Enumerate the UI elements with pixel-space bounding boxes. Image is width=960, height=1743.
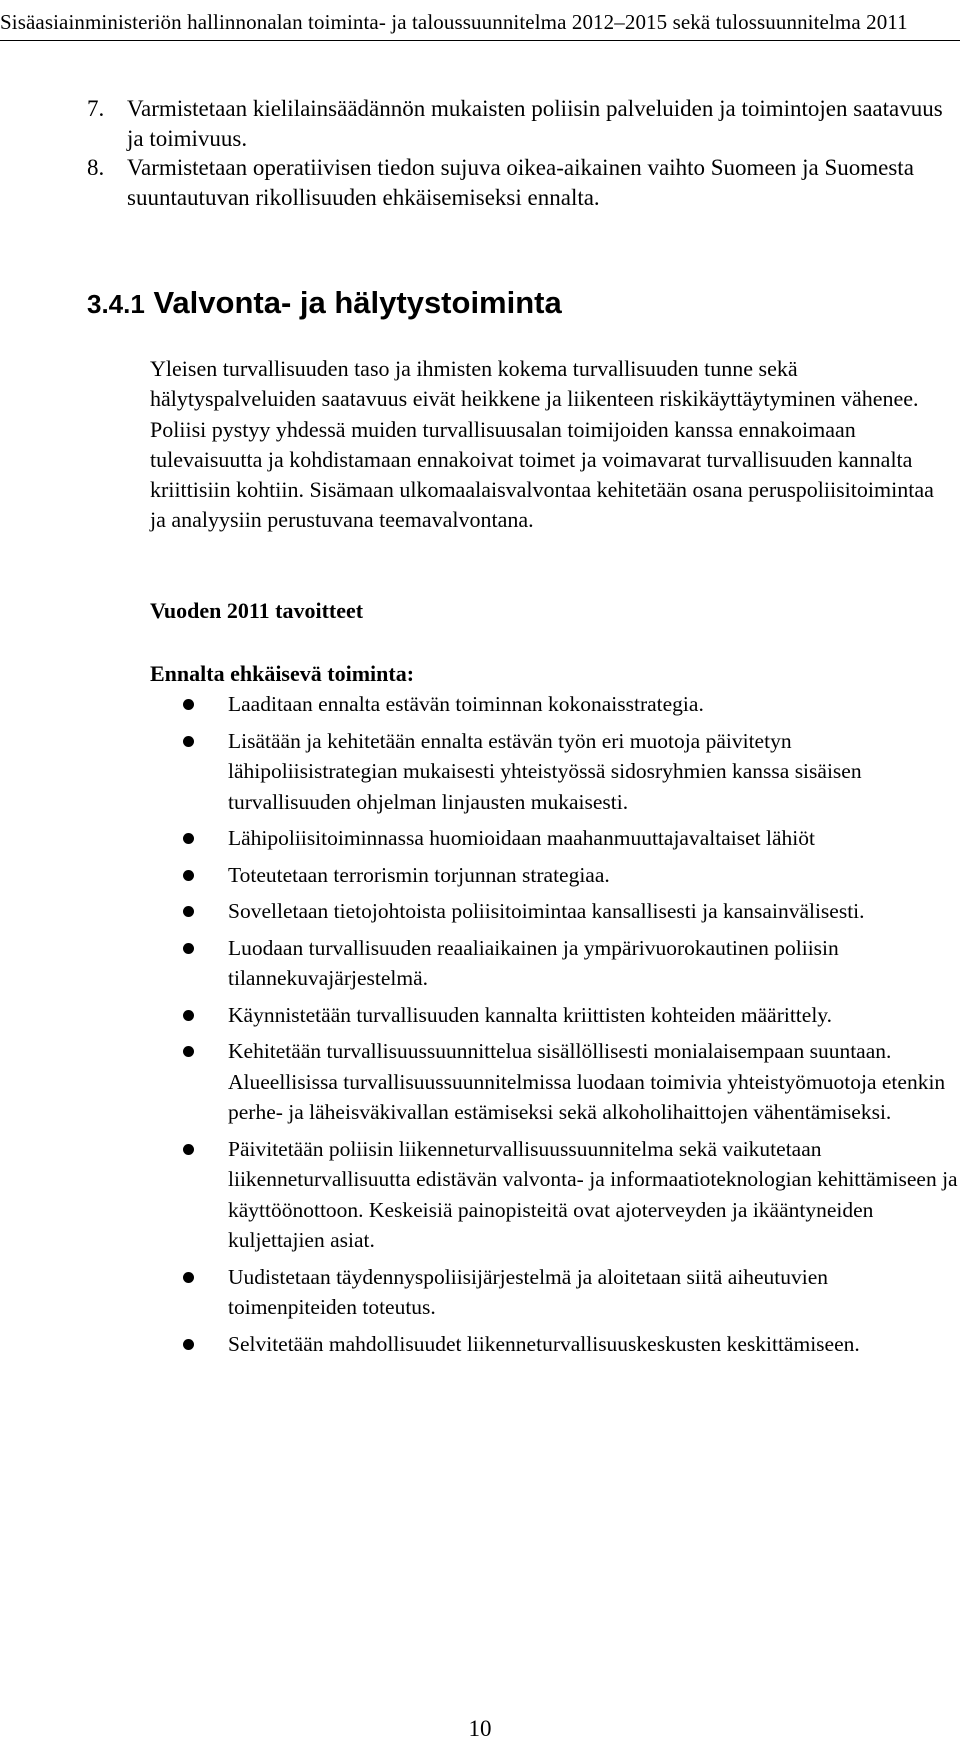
bullet-icon — [183, 699, 194, 710]
bullet-text: Lisätään ja kehitetään ennalta estävän työn eri muotoja päivitetyn lähipoliisistrategian mukaisesti yhteistyössä sidosryhmien kanssa sisäisen turvallisuuden ohjelman linjausten mukaisesti. — [228, 728, 862, 814]
bullet-text: Selvitetään mahdollisuudet liikenneturvallisuuskeskusten keskittämiseen. — [228, 1331, 860, 1356]
section-title: Valvonta- ja hälytystoiminta — [153, 285, 562, 320]
bullet-item — [0, 1000, 960, 1031]
item-number: 8. — [87, 155, 105, 180]
bullet-item — [0, 726, 960, 818]
bullet-text: Päivitetään poliisin liikenneturvallisuussuunnitelma sekä vaikutetaan liikenneturvallisuutta edistävän valvonta- ja informaatioteknologian kehittämiseen ja käyttöönottoon. Keskeisiä painopisteitä ovat ajoterveyden ja ikääntyneiden kuljettajien asiat. — [228, 1136, 958, 1252]
item-text: Varmistetaan operatiivisen tiedon sujuva oikea-aikainen vaihto Suomeen ja Suomesta suuntautuvan rikollisuuden ehkäisemiseksi ennalta. — [127, 155, 914, 210]
header-divider — [0, 40, 960, 41]
bullet-icon — [183, 736, 194, 747]
running-header: Sisäasiainministeriön hallinnonalan toiminta- ja taloussuunnitelma 2012–2015 sekä tulossuunnitelma 2011 — [0, 10, 908, 34]
bullet-text: Lähipoliisitoiminnassa huomioidaan maahanmuuttajavaltaiset lähiöt — [228, 826, 815, 850]
numbered-item — [0, 94, 960, 153]
bullet-item — [0, 1329, 960, 1360]
numbered-item — [0, 153, 960, 212]
bullet-icon — [183, 1339, 194, 1350]
bullet-item — [0, 1036, 960, 1128]
item-text: Varmistetaan kielilainsäädännön mukaisten poliisin palveluiden ja toimintojen saatavuus ja toimivuus. — [127, 96, 943, 151]
bullet-item — [0, 896, 960, 927]
bullet-text: Uudistetaan täydennyspoliisijärjestelmä ja aloitetaan siitä aiheutuvien toimenpiteiden toteutus. — [228, 1264, 829, 1319]
bullet-icon — [183, 1272, 194, 1283]
page-number: 10 — [468, 1716, 492, 1741]
bullet-icon — [183, 1046, 194, 1057]
section-heading — [87, 285, 562, 322]
goals-bullet-list — [0, 689, 960, 1365]
bullet-icon — [183, 1144, 194, 1155]
item-number: 7. — [87, 96, 105, 121]
bullet-item — [0, 1262, 960, 1323]
goals-heading: Vuoden 2011 tavoitteet — [150, 598, 364, 623]
bullet-item — [0, 689, 960, 720]
numbered-list — [0, 94, 960, 212]
bullet-text: Toteutetaan terrorismin torjunnan strategiaa. — [228, 862, 610, 887]
bullet-text: Käynnistetään turvallisuuden kannalta kriittisten kohteiden määrittely. — [228, 1002, 833, 1027]
section-paragraph: Yleisen turvallisuuden taso ja ihmisten kokema turvallisuuden tunne sekä hälytyspalveluiden saatavuus eivät heikkene ja liikenteen riskikäyttäytyminen vähenee. Poliisi pystyy yhdessä muiden turvallisuusalan toimijoiden kanssa ennakoimaan tulevaisuutta ja kohdistamaan ennakoivat toimet ja voimavarat turvallisuuden kannalta kriittisiin kohtiin. Sisämaan ulkomaalaisvalvontaa kehitetään osana peruspoliisitoimintaa ja analyysiin perustuvana teemavalvontana. — [150, 356, 934, 533]
bullet-item — [0, 823, 960, 854]
bullet-text: Luodaan turvallisuuden reaaliaikainen ja ympärivuorokautinen poliisin tilannekuvajärjestelmä. — [228, 935, 839, 990]
bullet-icon — [183, 906, 194, 917]
bullet-text: Kehitetään turvallisuussuunnittelua sisällöllisesti monialaisempaan suuntaan. Alueellisissa turvallisuussuunnitelmissa luodaan toimivia yhteistyömuotoja etenkin perhe- ja läheisväkivallan estämiseksi sekä alkoholihaittojen vähentämiseksi. — [228, 1039, 946, 1124]
bullet-icon — [183, 1010, 194, 1021]
bullet-item — [0, 860, 960, 891]
bullet-icon — [183, 943, 194, 954]
bullet-text: Laaditaan ennalta estävän toiminnan kokonaisstrategia. — [228, 692, 704, 716]
bullet-icon — [183, 870, 194, 881]
bullet-icon — [183, 833, 194, 844]
bullet-text: Sovelletaan tietojohtoista poliisitoimintaa kansallisesti ja kansainvälisesti. — [228, 899, 865, 923]
bullet-item — [0, 933, 960, 994]
bullet-item — [0, 1134, 960, 1256]
section-number: 3.4.1 — [87, 289, 145, 319]
category-heading: Ennalta ehkäisevä toiminta: — [150, 661, 415, 686]
